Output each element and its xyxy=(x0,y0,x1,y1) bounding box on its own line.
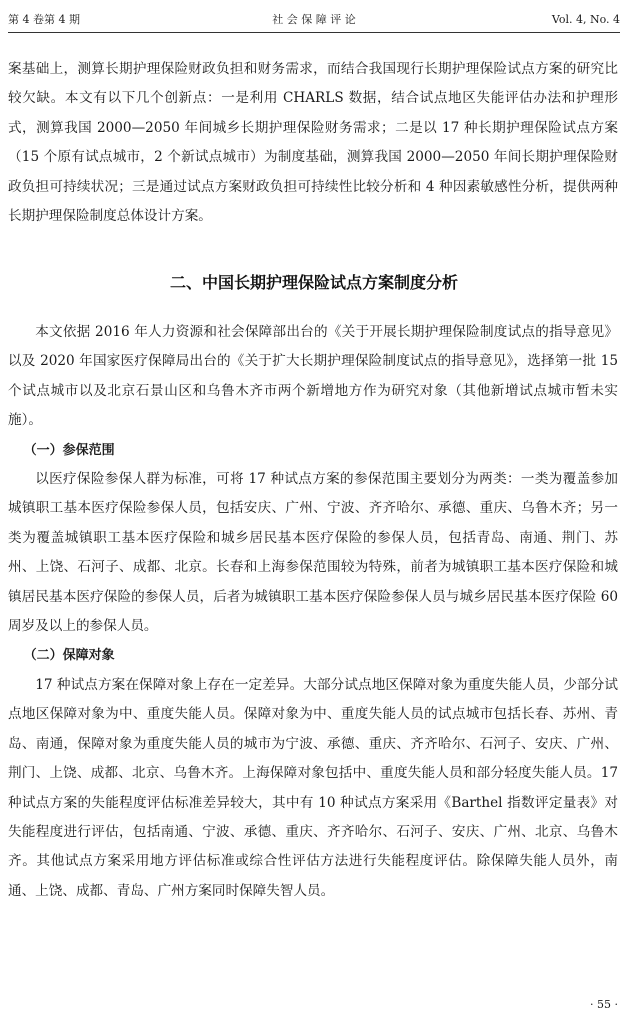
volume-label: Vol. 4, No. 4 xyxy=(551,13,620,26)
intro-paragraph: 案基础上，测算长期护理保险财政负担和财务需求，而结合我国现行长期护理保险试点方案的研究比较欠缺。本文有以下几个创新点：一是利用 CHARLS 数据，结合试点地区失能评估办法和护理形式，测算我国 2000—2050 年间城乡长期护理保险财务需求；二是以 17 种长期护理保险试点方案（15 个原有试点城市，2 个新试点城市）为制度基础，测算我国 2000—2050 年间长期护理保险财政负担可持续状况；三是通过试点方案财政负担可持续性比较分析和 4 种因素敏感性分析，提供两种长期护理保险制度总体设计方案。 xyxy=(8,61,618,225)
subsection-heading-beneficiaries: （二）保障对象 xyxy=(23,648,115,664)
section-body xyxy=(8,318,618,906)
subsection-paragraph-coverage: 以医疗保险参保人群为标准，可将 17 种试点方案的参保范围主要划分为两类：一类为覆盖参加城镇职工基本医疗保险参保人员，包括安庆、广州、宁波、齐齐哈尔、承德、重庆、乌鲁木齐；另一类为覆盖城镇职工基本医疗保险和城乡居民基本医疗保险的参保人员，包括青岛、南通、荆门、苏州、上饶、石河子、成都、北京。长春和上海参保范围较为特殊，前者为城镇职工基本医疗保险和城镇居民基本医疗保险的参保人员，后者为城镇职工基本医疗保险参保人员与城乡居民基本医疗保险 60 周岁及以上的参保人员。 xyxy=(8,471,618,635)
journal-title: 社 会 保 障 评 论 xyxy=(272,13,356,26)
subsection-paragraph-beneficiaries: 17 种试点方案在保障对象上存在一定差异。大部分试点地区保障对象为重度失能人员，少部分试点地区保障对象为中、重度失能人员。保障对象为中、重度失能人员的试点城市包括长春、苏州、青岛、南通，保障对象为重度失能人员的城市为宁波、承德、重庆、齐齐哈尔、石河子、安庆、广州、荆门、上饶、成都、北京、乌鲁木齐。上海保障对象包括中、重度失能人员和部分轻度失能人员。17 种试点方案的失能程度评估标准差异较大，其中有 10 种试点方案采用《Barthel 指数评定量表》对失能程度进行评估，包括南通、宁波、承德、重庆、齐齐哈尔、石河子、安庆、广州、北京、乌鲁木齐。其他试点方案采用地方评估标准或综合性评估方法进行失能程度评估。除保障失能人员外，南通、上饶、成都、青岛、广州方案同时保障失智人员。 xyxy=(8,676,618,899)
subsection-heading-coverage: （一）参保范围 xyxy=(23,442,115,458)
running-header xyxy=(8,10,620,30)
section-paragraph: 本文依据 2016 年人力资源和社会保障部出台的《关于开展长期护理保险制度试点的指导意见》以及 2020 年国家医疗保障局出台的《关于扩大长期护理保险制度试点的指导意见》，选择第一批 15 个试点城市以及北京石景山区和乌鲁木齐市两个新增地方作为研究对象（其他新增试点城市暂未实施）。 xyxy=(8,324,618,429)
intro-block xyxy=(8,55,618,231)
issue-label: 第 4 卷第 4 期 xyxy=(8,13,80,26)
section-title: 二、中国长期护理保险试点方案制度分析 xyxy=(169,273,458,292)
header-divider xyxy=(8,32,620,33)
page-number: · 55 · xyxy=(590,998,618,1011)
